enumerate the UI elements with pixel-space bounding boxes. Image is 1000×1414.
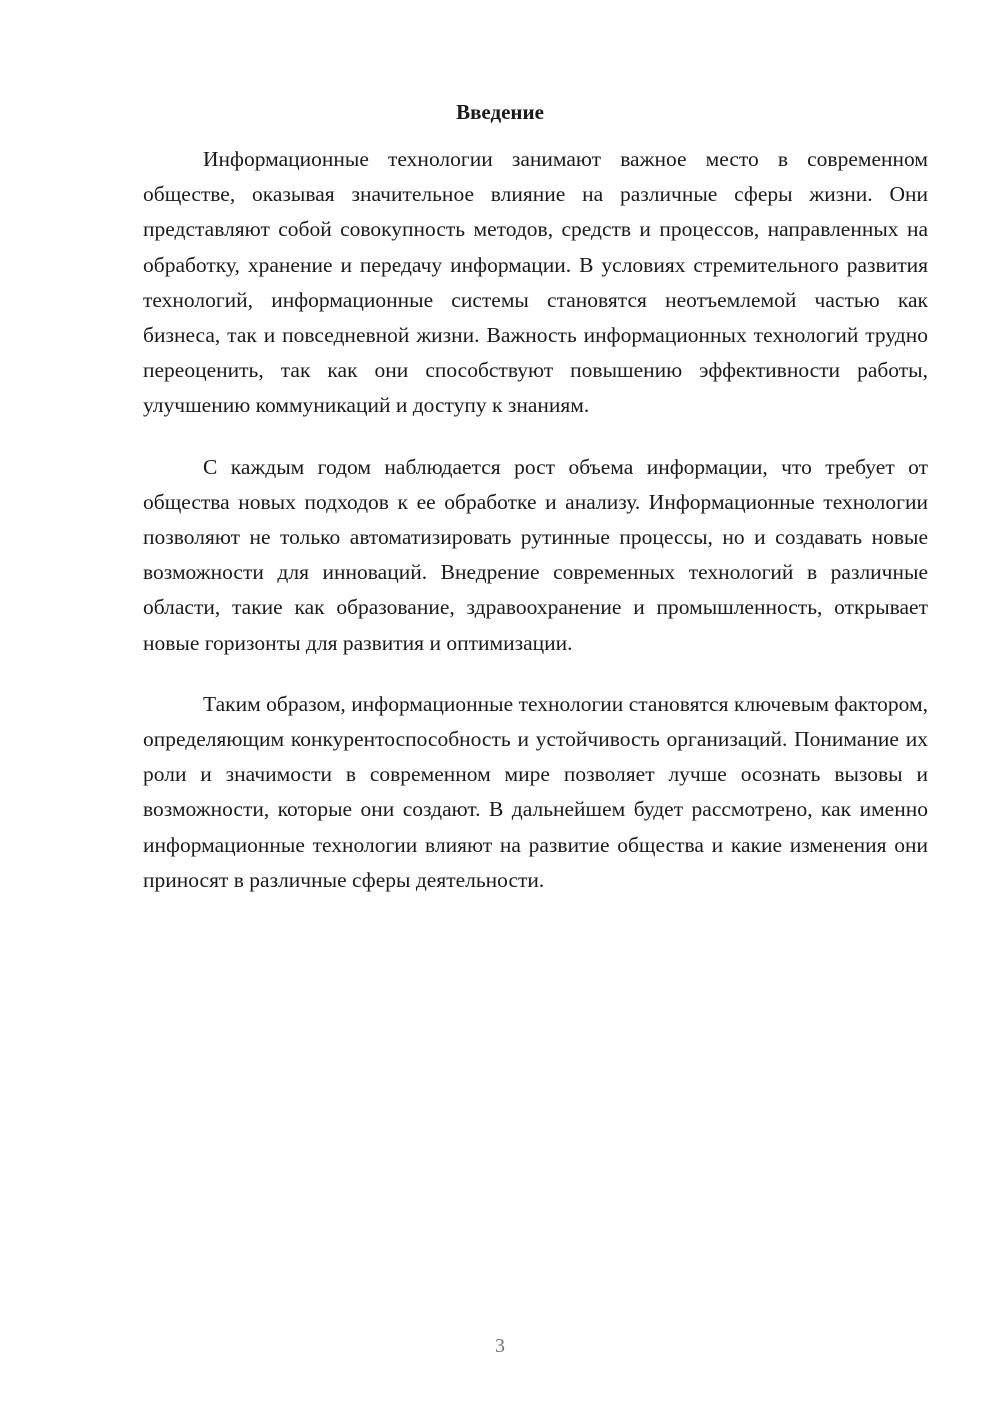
body-text xyxy=(143,142,928,924)
paragraph-2: С каждым годом наблюдается рост объема информации, что требует от общества новых подходов к ее обработке и анализу. Информационные технологии позволяют не только автоматизировать рутинные процессы, но и создавать новые возможности для инноваций. Внедрение современных технологий в различные области, такие как образование, здравоохранение и промышленность, открывает новые горизонты для развития и оптимизации. xyxy=(143,454,928,655)
paragraph-3: Таким образом, информационные технологии становятся ключевым фактором, определяющим конкурентоспособность и устойчивость организаций. Понимание их роли и значимости в современном мире позволяет лучше осознать вызовы и возможности, которые они создают. В дальнейшем будет рассмотрено, как именно информационные технологии влияют на развитие общества и какие изменения они приносят в различные сферы деятельности. xyxy=(143,691,928,892)
page-number: 3 xyxy=(495,1335,505,1357)
section-heading: Введение xyxy=(456,100,544,124)
paragraph-1: Информационные технологии занимают важное место в современном обществе, оказывая значительное влияние на различные сферы жизни. Они представляют собой совокупность методов, средств и процессов, направленных на обработку, хранение и передачу информации. В условиях стремительного развития технологий, информационные системы становятся неотъемлемой частью как бизнеса, так и повседневной жизни. Важность информационных технологий трудно переоценить, так как они способствуют повышению эффективности работы, улучшению коммуникаций и доступу к знаниям. xyxy=(143,147,928,418)
